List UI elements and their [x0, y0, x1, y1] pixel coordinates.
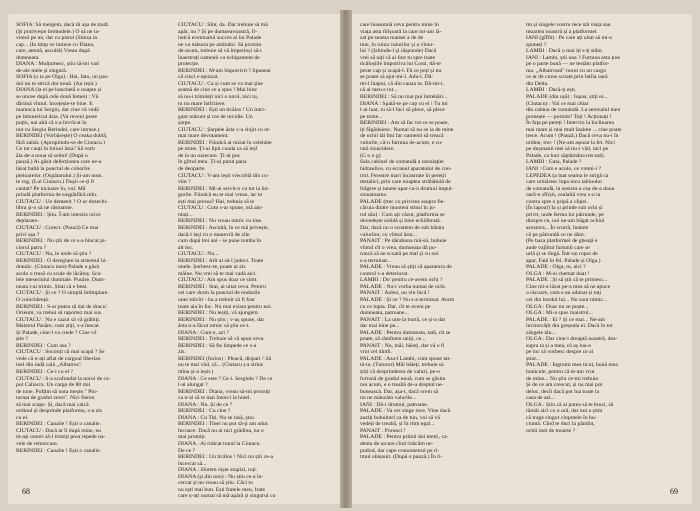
text-line: BERINDEI : Diana, vreau să-mi promiți — [178, 388, 271, 395]
text-line: rată sinucidere. — [360, 146, 395, 153]
text-line: încercat să... — [178, 460, 207, 467]
text-line: bunească. Dar, așa-i, dacă vrem să — [360, 388, 439, 395]
text-line: mai mare și mai mult înainte ... cine poate — [526, 126, 622, 133]
text-line: BERINDEI : Ce-i cu el ? — [16, 368, 74, 375]
text-line: PALADE : Nu-i vorba numai de ochi. — [360, 283, 447, 290]
text-line: libra și-o să ne răstoarne. — [16, 205, 74, 212]
text-line: CIUTACU : Am spus doar ce simt. — [178, 277, 258, 284]
text-line: IANI : Lambi, știi una ? Furtuna asta ține — [526, 54, 620, 61]
text-line: O coincidență. — [16, 296, 50, 303]
text-line: de-ale mele și singură. — [16, 67, 68, 74]
text-line: apăr, nu ? Și pe dumneavoastră, fi- — [178, 28, 258, 35]
text-line: tmul obișnuit. (După o pauză.) În ri- — [360, 454, 443, 461]
text-line: PALADE (trec cu privirea asupra fie- — [360, 198, 446, 205]
text-line: că ai meu e tot... — [360, 87, 398, 94]
text-line: BERINDEI : Să nu mai pui întrebări... — [360, 94, 448, 101]
text-line: s-a terminat... — [360, 257, 392, 264]
text-line: mai mare devotament. — [178, 133, 229, 140]
text-line: CIUTACU : Și ce ? O simplă întîmplare. — [16, 290, 109, 297]
text-line: de-acum, trebuie să vă imperioși să-i — [178, 48, 262, 55]
text-line: control s-a deteriorat. — [360, 270, 409, 277]
text-line: peste cap și scapă-l. Fă ce poți și nu — [360, 67, 442, 74]
text-line: metalici, prin care noaptea străbătută de — [360, 179, 451, 186]
text-line: inel din radă cală ,,Albatros''. — [16, 362, 83, 369]
text-line: vîntul cît o vrea, dumneata dă po- — [360, 244, 437, 251]
text-line: DIANA : Nu. Și de ce ? — [178, 401, 233, 408]
text-line: ciorul patru ? — [16, 244, 47, 251]
text-line: cu el. — [16, 414, 29, 421]
book-gutter — [340, 10, 352, 508]
text-line: BERINDEI : Un ticălos ! Nici nu știi ce-a — [178, 454, 274, 461]
text-line: CIUTACU : Șarpele ăsta v-a slujit cu ot- — [178, 126, 271, 133]
text-line: furtună de gradul nouă, cum se găsim — [360, 375, 446, 382]
text-line: ne va măsura pe amîndoi. Să pornim — [178, 41, 262, 48]
text-line: PANAIT : Porunci ! — [360, 427, 406, 434]
text-line: Cine mi-a lăsat pe-a mea să ne apuce — [526, 283, 611, 290]
text-line: din Delta. — [526, 80, 549, 87]
text-line: OLGA : Mi-a spus maistrul... — [526, 310, 593, 317]
text-line: pe mine... — [360, 113, 383, 120]
text-line: PALADE : Pentru primii doi metri, ca- — [360, 434, 449, 441]
text-line: de deoparte. — [178, 166, 206, 173]
text-line: ordine, trec ! (Ne-am așezat la fel. Nici — [526, 139, 615, 146]
text-line: nu ne mâncăm valurile... — [360, 395, 417, 402]
text-line: fără zahăr. (Apropiindu-se de Ciutacu.) — [16, 139, 106, 146]
text-line: cei din bordul lui... Nu sunt nimic... — [526, 296, 608, 303]
text-line: (Pe baza platformei de gheață e — [526, 238, 598, 245]
text-line: ce ar de curse scoate prin întîia oară — [526, 74, 608, 81]
text-line: CIUTACU : Cum s-ar spune, mă am- — [178, 205, 264, 212]
text-line: DIANA (la el pe banchetă o noapte și — [16, 87, 102, 94]
text-line: alt loc. — [178, 244, 194, 251]
text-line: pornește — pornim! Toți ! Acționați ! — [526, 113, 612, 120]
text-line: DIANA : Cu Tiți. Nu se lasă, știu. — [178, 414, 256, 421]
text-line: mai promiți. — [178, 434, 207, 441]
text-line: privit, unde ferma lui pătrunde, pe — [526, 211, 604, 218]
text-line: că pe pătrundă ce ne dăm. — [526, 231, 586, 238]
text-line: pieioarelor. (Ospătarului.) Și-am nom. — [16, 172, 103, 179]
text-line: dar mai bine pe... — [360, 323, 400, 330]
text-line: auziți bubuituri ca de tun, voi să vă — [360, 414, 440, 421]
text-line: protecție. — [178, 61, 200, 68]
text-line: nu te mai văd, că... (Ciutacu ț-a strins — [178, 362, 264, 369]
text-line: ochii mei de moarte ? — [526, 427, 576, 434]
text-line: tine, în ruina valurilor și a vîntu- — [360, 41, 435, 48]
text-line: PALADE : Vreau să știți că aparatura de — [360, 264, 452, 271]
text-line: moartea noastră și a platformei. — [526, 28, 598, 35]
text-line: unele. Șorbesc-te, poate ai zis — [178, 264, 246, 271]
text-line: turnat de gradul zeroi". Nici fierea — [16, 395, 95, 402]
text-line: cu ce lupta. Dar, cît te avem pe — [360, 303, 431, 310]
text-line: pe loc să vorbesc despre ce ai — [526, 349, 594, 356]
text-line: care înseamnă ceva pentru mine în — [360, 22, 439, 28]
text-line: BERINDEI : Cum asa ? — [16, 342, 71, 349]
text-line: toate aia în foc. Nu mai exista pentru noi. — [178, 303, 273, 310]
left-column-1 — [16, 22, 170, 480]
text-line: ma. „Albatrosul" noroi cu un cargo — [526, 67, 606, 74]
text-line: DIANA : Mulțumesc, știu să-mi vad — [16, 61, 99, 68]
text-line: lele meseriului dumitale. Pusăre. Dum- — [16, 277, 106, 284]
text-line: știe ? — [16, 336, 28, 343]
text-line: indcă eventualul succes al lui Palade — [178, 35, 262, 42]
text-line: PALADE : Pentru dumneata, tată, cît se — [360, 329, 451, 336]
text-line: BERINDEI : Să fie limpede ce s-a — [178, 342, 257, 349]
text-line: sat pe seama mamei a de de — [360, 35, 424, 42]
text-line: rămâi aici cu o oră, dar noi a știm — [526, 408, 603, 415]
text-line: hidraulice, cu ecranul aparatului de con- — [360, 166, 452, 173]
text-line: pe mine. Ți-ai lipit coada ca să ieșî — [178, 146, 258, 153]
text-line: de mine... Nu știu ce-mi trebuie. — [526, 375, 600, 382]
text-line: m-ași omori să-l trimiți prea repede na- — [16, 434, 106, 441]
text-line: spuneți ? — [526, 41, 547, 48]
right-page-number: 69 — [670, 487, 678, 496]
right-column-2 — [526, 22, 684, 480]
text-line: nut cu Sergiu Berindei, care intrase.) — [16, 126, 100, 133]
text-line: LEPEDEA (a luat seama le strigă ca — [526, 172, 609, 179]
text-line: trece. Acum ! (Pauză.) Dacă ceva nu-i în — [526, 133, 619, 140]
text-line: CIUTACU : V-am ieșit vrecoblă din cu- — [178, 172, 269, 179]
text-line: se poate să ajui-mi-l. Adu-l. Dă- — [360, 74, 434, 81]
text-line: dacă-l lași cu o manevră de zile — [178, 231, 250, 238]
text-line: DIANA (și din nou) : Nu știu ce-a în- — [178, 473, 264, 480]
text-line: BERINDEI : S-ar putea să dai de dracu'. — [16, 303, 108, 310]
text-line: dovedește solidă și bine echilibrată. — [360, 218, 442, 225]
text-line: mamuca lui Sergiu, dar cine vă vadă — [16, 107, 99, 114]
text-line: BERINDEI : M-am împotrivit ? Spuneai — [178, 67, 271, 74]
text-line: puțin, nai altă că s-a învrîcut în — [16, 120, 87, 127]
text-line: să nu-i trimiteți nici o navă, nici tu, — [178, 94, 259, 101]
text-line: CIUTACU : Nu... — [178, 251, 219, 258]
text-line: BERINDEI : O dereglare la sistemul hi- — [16, 257, 108, 264]
text-line: care urmăresc lupa recu tabloului — [526, 179, 602, 186]
right-page — [352, 14, 692, 504]
text-line: vînt ? — [178, 179, 191, 186]
text-line: PANAIT : La uite la burtă, ce și-a dat — [360, 316, 446, 323]
right-column-1 — [360, 22, 518, 480]
text-line: vede că n-ați aflat de cargoul liberian — [16, 355, 101, 362]
text-line: vrut cel dintîi. — [360, 349, 393, 356]
text-line: SOFIA: Să mergem, dacă tii așa de mult. — [16, 22, 110, 28]
text-line: în gîrtul meu. Ți-ai putut pana — [178, 159, 247, 166]
text-line: Sala cabinei de comandă a instalației — [360, 159, 444, 166]
text-line: deloc, decît dacă pot lua toate la — [526, 388, 600, 395]
text-line: poate, să rămînem uniți, ce... — [360, 336, 426, 343]
text-line: OLGA : M-ai chemat doar ! — [526, 270, 590, 277]
text-line: PALADE : Va cer singe rece. Vine dacă — [360, 408, 451, 415]
text-line: De ce ? — [178, 447, 196, 454]
text-line: de comandă, la sosirea a cea de-a doua — [526, 185, 615, 192]
text-line: care, atentă, ascultă) Vreau după — [16, 48, 90, 55]
left-page — [8, 14, 340, 504]
text-line: iți făgăduiesc. Numai să nu se ia de mine — [360, 126, 454, 133]
text-line: oară-n sfîrșit, cealaltă vrea s-o ia — [526, 192, 601, 199]
text-line: gurile. Fiindcă eu te mai vreau, iar tu — [178, 192, 263, 199]
text-line: ca n-ai să te mai întorci la hotel. — [178, 395, 251, 402]
text-line: PALADE (din ușă) : Iopaa, știți ei... — [526, 94, 608, 101]
text-line: mîna și-a ieșit.) — [178, 368, 214, 375]
text-line: știut... — [526, 355, 541, 362]
text-line: Palade, ca luni săptămâna trecută). — [526, 152, 605, 159]
text-line: că cinci e epuizat. — [178, 74, 219, 81]
text-line: DIANA : Cum e, azi ? — [178, 329, 229, 336]
text-line: cap... (In timp ce intinse cu Diana, — [16, 41, 95, 48]
text-line: BERINDEI : Canalie ! Ești o canalie. — [16, 421, 102, 428]
text-line: contra spre o pripă a clipei. — [526, 198, 588, 205]
text-line: cautat? Pe nicioare în, vul. Mă — [16, 185, 86, 192]
text-line: ticăloșiile împotriva lui Costi, dă-te — [360, 61, 441, 68]
text-line: aude vajîitul furtunii care se — [526, 244, 590, 251]
text-line: BERINDEI : Fiindcă ai mizat în celelalte — [178, 139, 272, 146]
text-line: lui ? (Izbindu-l și răspunde) Dacă — [360, 48, 437, 55]
text-line: draulic. (Ciutacu tace) Palade a găsit — [16, 264, 100, 271]
text-line: ăsta n-a făcut nimic să știu ce-i. — [178, 323, 250, 330]
text-line: PALADE : Și ce ? Nu s-a terminat. Avem — [360, 296, 455, 303]
text-line: prindă platforma de sușpărfără mîn. — [16, 192, 98, 199]
text-line: BERINDEI (furios) : Pleacă, dispari ! Să — [178, 355, 272, 362]
text-line: Și de ce am crescut, și nu mai pot — [526, 382, 603, 389]
text-line: LAMBI : Gata, Palade ? — [526, 159, 582, 166]
text-line: vrei să uiți că ai fost tu spre toate — [360, 54, 436, 61]
text-line: dumneata. — [16, 54, 40, 61]
text-line: pe o parte bună — ne testăm platfor- — [526, 61, 610, 68]
text-line: zis. — [178, 349, 186, 356]
text-line: vedeți de treabă, și în ritm egal... — [360, 421, 435, 428]
text-line: BERINDEI (Vorbărește) O ceaka dublă, — [16, 133, 108, 140]
text-line: (G o n g) — [360, 152, 381, 159]
text-line: viața asta tîrîșoară la care mi-am lă- — [360, 28, 442, 35]
text-line: ești mai presus? Hai, trebuia să te — [178, 198, 255, 205]
text-line: În fața pe pereți ! Intervin la înclinarea — [526, 120, 614, 127]
text-line: acolo o trusă cu scule de lăcătuș. Scu- — [16, 270, 103, 277]
text-line: înaestrați oamenii cu echipament de — [178, 54, 260, 61]
text-line: PALADE : Olga, tu, aici ? — [526, 264, 586, 271]
text-line: OLGA : Știu că ai putea să te bruci, să — [526, 401, 614, 408]
text-line: denta de urcare cînd ridicăm ne- — [360, 441, 434, 447]
text-line: se uncee după cele două femei) : Vă — [16, 94, 99, 101]
text-line: PANAIT : Aoleu, nu vin încă ! — [360, 290, 430, 297]
text-line: din cabina de comandă. La semnalul meu — [526, 107, 621, 114]
text-line: BERINDEI : Mi-ai servit-o cu tot la lin- — [178, 185, 270, 192]
text-line: doi nu te strică doi nouă. (Au ieșit.) — [16, 80, 97, 87]
text-line: BERINDEI : Nu știu ; v-aș spune, dar — [178, 316, 265, 323]
text-line: PALADE : Ingrumi mea ticul, bună mea — [526, 362, 618, 369]
text-line: dumneata, patroane... — [360, 310, 409, 317]
text-line: seamă de cine ce a spus ! Mai bine — [178, 87, 257, 94]
text-line: nu ești mai bun. Ești fratele meu, frate — [178, 486, 266, 493]
text-line: LAMBI : Do' pentru ce-avem ochi ? — [360, 277, 443, 284]
text-line: Dar, dacă nu o scoatem de sub bătaia — [360, 224, 445, 231]
text-line: ordinul și desprinde platforma, s-a zis — [16, 408, 102, 415]
text-line: mi-l înapoi, că din cauza ta. Dă-mi-l, — [360, 80, 444, 87]
text-line: bunicule, pentru că te-am vrut — [526, 368, 595, 375]
text-line: știți că desprinderea de valuri, pe-o — [360, 368, 440, 375]
text-line: gant mărunt și ros de invidie. Un — [178, 113, 253, 120]
left-column-2 — [178, 22, 332, 500]
text-line: urlă și se tîngă. Într-un ropot de — [526, 251, 598, 258]
text-line: BERINDEI : Nu vreau nimic cu tine. — [178, 218, 263, 225]
text-line: CIUTACU : Ca și cum se va mai ține — [178, 80, 263, 87]
text-line: (Și potrivește brobodele.) O să ne la- — [16, 28, 100, 35]
text-line: (În lapoal) Ia și prinde sub ochi și — [526, 205, 603, 212]
text-line: de tone. Pofțim să nota mește." Ptu- — [16, 388, 98, 395]
text-line: tu nu mare întîrziere. — [178, 100, 226, 107]
text-line: CIUTACU : Socotiți că mai scapă ? Se — [16, 349, 105, 356]
text-line: ciumă. Cînd te duci la pămînt, — [526, 421, 595, 428]
text-line: să mai scape. Și, dacă mai calcă — [16, 401, 89, 408]
text-line: tm și singele vostru rece stă viața sau — [526, 22, 611, 28]
text-line: runcă să ne scoată pe mal și cu noi — [360, 251, 439, 258]
text-line: sionatoarea. — [360, 192, 388, 199]
text-line: PANAIT : Pe dărabuna mă-sii, bubuie — [360, 238, 447, 245]
text-line: OLGA : Dar cine-i dreaptă noastră, dea- — [526, 336, 618, 343]
text-line: te rog. (Lui Ciutacu.) Dușii ce-ți fi — [16, 179, 95, 186]
text-line: CIUTACU : Sînt, da. Dar trebuie să mă — [178, 22, 268, 28]
text-line: trol. Ferestre mari încastrate în pereții — [360, 172, 446, 179]
text-line: PALADE : Și să știi că te primesc... — [526, 277, 608, 284]
text-line: BERINDEI : Trebuie să vă spun ceva. — [178, 336, 265, 343]
text-line: fulgere și tunete apar ca-n drumul impul- — [360, 185, 454, 192]
text-line: l-ai luat, tu să-l faci să plece, să plece — [360, 107, 445, 114]
text-line: LAMBI : Dacă o mai iți s-ți stăm. — [526, 48, 604, 55]
text-line: DIANA : Sîntem niște stupizi, toți. — [178, 467, 258, 474]
text-line: vintul pe un, dar cu pistol (Stinsa in — [16, 35, 98, 42]
text-line: rul său) : Cum ați văzut, platforma se — [360, 211, 445, 218]
text-line: învinovățit din greșeala ei. Dacă în tot — [526, 323, 613, 330]
text-line: BERINDEI : Stai, ai uitat ceva. Pentru — [178, 283, 266, 290]
text-line: apar, Fată în fel. Palade și Olga.) — [526, 257, 601, 264]
text-line: cei care dorm la punctul de nodurile — [178, 290, 261, 297]
text-line: IANI (gîfîit) : Pe care ați uitat să mi-o — [526, 35, 613, 42]
text-line: l-ai alungat ? — [178, 382, 208, 389]
text-line: CIUTACU : Dacă ar îl după mine, nu — [16, 427, 102, 434]
text-line: DIANA : Spală-te pe cap cu el ! Tu mi — [360, 100, 448, 107]
text-line: cum după trei ani - se pune tomba în — [178, 238, 262, 245]
text-line: PALADE : Ei ? Și ce mai... Ne-am — [526, 316, 606, 323]
text-line: BERINDEI : Atît ai să-l judeci. Toate — [178, 257, 264, 264]
text-line: vele de remorcare. — [16, 441, 59, 447]
text-line: pauză.) Ai găsit defecțiunea care ne-a — [16, 159, 102, 166]
text-line: IANI : Dă-i drumul, patroane. — [360, 401, 429, 408]
text-line: cercat și nu vreau să știu. Căci tu — [178, 480, 253, 487]
text-line: Orieum, va trebui să raportez mai sus. — [16, 310, 103, 317]
text-line: Maistrul Pasăre, cum știți, s-a înecat. — [16, 323, 101, 330]
text-line: SOFIA (o ia pe Olga) : Hai, fato, un pas- — [16, 74, 109, 81]
text-line: unei stăvîri - ba a trebuit să fi fost — [178, 296, 255, 303]
text-line: CIUTACU : Nu e cazul să vă grăbiți. — [16, 316, 101, 323]
text-line: CIUTACU : Un demeeit ? O ur dezechi- — [16, 198, 108, 205]
text-line: încoace. Dacă nu ai nici grădina, nu o — [178, 427, 264, 434]
text-line: neata i-ai trimis. Știai că e beat. — [16, 283, 88, 290]
text-line: BERINDEI : Canalie ! Ești o canalie. — [16, 447, 102, 454]
text-line: dinspre ce, noi ne-am băgat ochiul — [526, 218, 605, 225]
text-line: acestora... În scurtă, înainte — [526, 224, 589, 231]
text-line: OLGA : Doar nu se poate... — [526, 303, 589, 310]
text-line: DIANA : Ce este ? Ce-i. Sergiule ? De ce — [178, 375, 273, 382]
text-line: BERINDEI : Cu cine ? — [178, 408, 231, 415]
text-line: DIANA : Ai ridicat tonul la Ciutacu. — [178, 441, 261, 447]
text-line: tă-tu. (Tuturor) Măi băieți, trebuie să — [360, 362, 444, 369]
text-line: valurile, că-n furtuna de-acum, e cu- — [360, 139, 443, 146]
text-line: supra ta și a mea, că aș lua-o — [526, 342, 592, 349]
text-line: IANI : Cum e acolo, ce vremi-i ? — [526, 166, 602, 173]
text-line: valurilor, cu vîntul ăsta... — [360, 231, 417, 238]
text-line: care n-ați numai să mă apără și singurul cu — [178, 493, 276, 500]
text-line: LAMBI : Dacă-ți ești. — [526, 87, 577, 94]
text-line: șarpe. — [178, 120, 192, 127]
text-line: BERINDEI : Ești un ticălos ! Un intri- — [178, 107, 266, 114]
text-line: CIUTACU : S-a scufundat la noroi de ca- — [16, 375, 111, 382]
text-line: BERINDEI : Nu știi de ce s-a blocat pi- — [16, 238, 107, 245]
text-line: CIUTACU : Corect. (Pauză) Ce mai — [16, 224, 99, 231]
text-line: de la un oarecare. Ți-ai pus — [178, 152, 240, 159]
text-line: Și Palade, cine-l va crede ? Cine vă — [16, 329, 97, 336]
text-line: de ochii tăi îmi fac oamenii să treacă — [360, 133, 444, 140]
text-line: Ce tot cauți în biroul ăsta? Să vorb — [16, 146, 95, 153]
text-line: lăsat baltă la punctul de coborîre — [16, 166, 91, 173]
text-line: pul Caliacra. Un cargo de 80 mii — [16, 382, 91, 389]
text-line: pe întunericul ăsta. (Va reveni peste — [16, 113, 98, 120]
text-line: ăla de-a noua să sedui! (După o — [16, 152, 88, 159]
text-line: BERINDEI : Ascultă, în ce mă privește, — [178, 224, 269, 231]
text-line: privi așa ? — [16, 231, 40, 238]
left-page-number: 68 — [22, 487, 30, 496]
text-line: BERINDEI : Tinei nu pot să-ți am adus — [178, 421, 268, 428]
text-line: deplasare. — [16, 218, 39, 225]
text-line: căruia dintre munteni stinsi în ju- — [360, 205, 436, 212]
text-line: putînd, dar cape cronometrul pe ri- — [360, 447, 440, 454]
text-line: sângele tău... — [526, 329, 556, 336]
text-line: PANAIT : Nu, măi, băieți, dar vă o fi — [360, 342, 445, 349]
right-page-text — [360, 22, 684, 480]
text-line: o răcoare, cum s-au adunat și toți — [526, 290, 602, 297]
text-line: dărimă vîntul. încețește-te bine. E — [16, 100, 93, 107]
text-line: BERINDEI : Nu ieșiți, vă ajungem. — [178, 310, 260, 317]
text-line: mâine. Nu vrei să te mai vadă aici. — [178, 270, 257, 277]
text-line: ninți... — [178, 211, 193, 218]
text-line: CIUTACU : Nu, ie unde să știu ? — [16, 251, 92, 258]
text-line: pe dușmanii mei să nu-i văd, nici pe — [526, 146, 609, 153]
text-line: (Ciutacu) : Vai ce mai chiar — [526, 100, 589, 107]
text-line: BERINDEI : Știu. Î-am interzis orice — [16, 211, 101, 218]
text-line: că trage singur clopotele în bu- — [526, 414, 597, 421]
text-line: casa de azi... — [526, 395, 555, 402]
text-line: PALADE : Asa-l Lambi, cum spune tat- — [360, 355, 451, 362]
text-line: BERINDEI : Am să fac tot ce se poate, — [360, 120, 449, 127]
text-line: noi acum, e o treabă de-a dreptul ne- — [360, 382, 444, 389]
